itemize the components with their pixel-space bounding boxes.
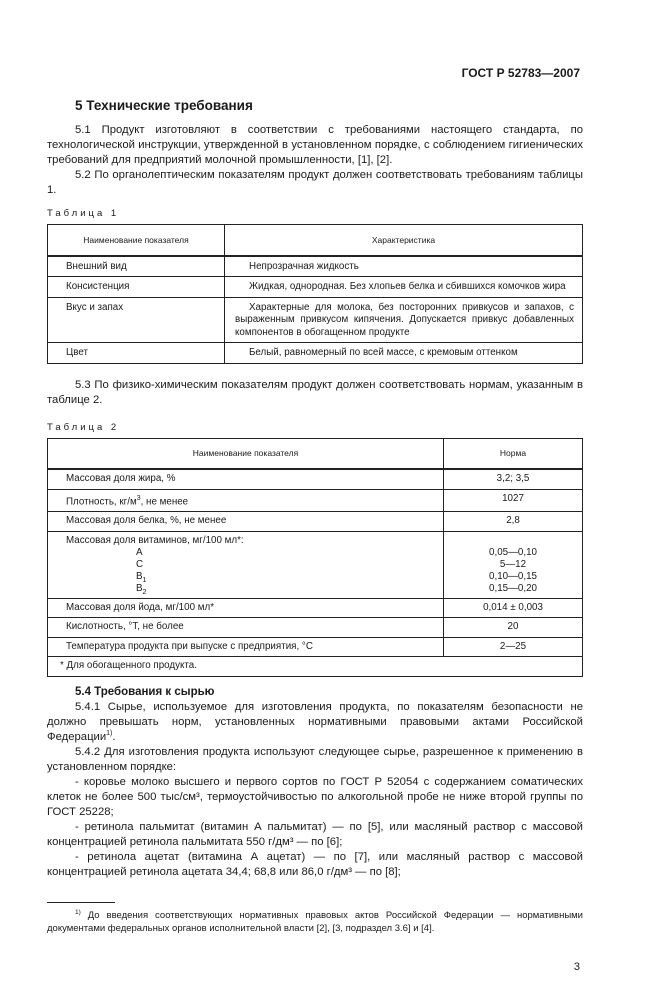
- text: 0,05—0,10: [489, 546, 537, 558]
- list-item: - коровье молоко высшего и первого сортов по ГОСТ Р 52054 с содержанием соматических клеток не более 500 тыс/см³, термоустойчивостью по алкогольной пробе не ниже второй группы по ГОСТ 25228;: [47, 775, 583, 818]
- page-column: [47, 0, 583, 994]
- table-footnote-row: [48, 657, 583, 677]
- superscript: 3: [136, 494, 141, 502]
- page-number: 3: [573, 960, 580, 973]
- table-header: Наименование показателя: [48, 225, 225, 256]
- table-row: [48, 512, 583, 532]
- footnote-ref: 1): [106, 730, 113, 737]
- footnote: [47, 909, 583, 935]
- vitamin-label: [66, 571, 443, 583]
- cell-value: 1027: [444, 489, 583, 512]
- list-item: - ретинола пальмитат (витамин А пальмитат) — по [5], или масляный раствор с массовой концентрацией ретинола пальмитата 550 г/дм³ — по [6];: [47, 820, 583, 848]
- text: B: [136, 570, 143, 582]
- vitamin-label: [66, 559, 443, 571]
- cell-name: Цвет: [48, 343, 225, 364]
- footnote-text: До введения соответствующих нормативных правовых актов Российской Федерации — нормативными документами федеральных органов исполнительной власти [2], [3, подраздел 3.6] и [4].: [47, 909, 583, 934]
- cell-name: Массовая доля жира, %: [48, 469, 444, 489]
- cell-name: Температура продукта при выпуске с предприятия, °С: [48, 637, 444, 657]
- cell-value: Жидкая, однородная. Без хлопьев белка и сбившихся комочков жира: [225, 277, 583, 298]
- cell-value: 2,8: [444, 512, 583, 532]
- cell-name: [48, 531, 444, 598]
- cell-value: 3,2; 3,5: [444, 469, 583, 489]
- paragraph-5-1: 5.1 Продукт изготовляют в соответствии с требованиями настоящего стандарта, по технологической инструкции, утвержденной в установленном порядке, с соблюдением гигиенических требований для предприятий молочной промышленности, [1], [2].: [47, 124, 583, 166]
- table-row: [48, 598, 583, 618]
- table2-caption: Таблица 2: [47, 421, 120, 433]
- table-row: [48, 637, 583, 657]
- table-header: Характеристика: [225, 225, 583, 256]
- footnote-divider: [47, 902, 115, 903]
- table-header: Наименование показателя: [48, 438, 444, 469]
- table-row: [48, 297, 583, 343]
- table-row: [48, 489, 583, 512]
- section-title: 5 Технические требования: [75, 98, 253, 113]
- text: 0,10—0,15: [489, 570, 537, 582]
- table-row: [48, 277, 583, 298]
- vitamin-label: [66, 547, 443, 559]
- table-1: [47, 224, 583, 364]
- vitamin-label: [66, 583, 443, 595]
- text: A: [136, 546, 143, 558]
- cell-name: Внешний вид: [48, 256, 225, 277]
- table-header: Норма: [444, 438, 583, 469]
- cell-name: [48, 489, 444, 512]
- subscript: 1: [142, 576, 147, 584]
- list-item: - ретинола ацетат (витамина А ацетат) — по [7], или масляный раствор с массовой концентрацией ретинола ацетата 34,4; 68,8 или 86,0 г/дм³ — по [8];: [47, 850, 583, 878]
- text: C: [136, 558, 144, 570]
- table-2: [47, 438, 583, 677]
- paragraph-5-2: 5.2 По органолептическим показателям продукт должен соответствовать требованиям таблицы 1.: [47, 169, 583, 196]
- paragraph-5-4-1: [47, 700, 583, 745]
- text: 5.4.1 Сырье, используемое для изготовления продукта, по показателям безопасности не должно превышать норм, установленных нормативными правовыми актами Российской Федерации: [47, 700, 583, 743]
- text: Массовая доля витаминов, мг/100 мл*:: [66, 534, 244, 546]
- cell-name: Массовая доля йода, мг/100 мл*: [48, 598, 444, 618]
- table-row: [48, 531, 583, 598]
- cell-value: [444, 531, 583, 598]
- cell-name: Вкус и запах: [48, 297, 225, 343]
- cell-name: Массовая доля белка, %, не менее: [48, 512, 444, 532]
- cell-value: Характерные для молока, без посторонних привкусов и запахов, с выраженным привкусом кипячения. Допускается привкус добавленных компонентов в обогащенном продукте: [225, 297, 583, 343]
- table-row: [48, 256, 583, 277]
- cell-name: Консистенция: [48, 277, 225, 298]
- text: 0,15—0,20: [489, 582, 537, 594]
- footnote-mark: 1): [75, 908, 81, 916]
- text: .: [112, 730, 116, 743]
- document-id: ГОСТ Р 52783—2007: [461, 66, 580, 80]
- subscript: 2: [142, 588, 147, 596]
- text: Плотность, кг/м: [66, 495, 137, 507]
- table-row: [48, 469, 583, 489]
- table-row: [48, 343, 583, 364]
- cell-value: 2—25: [444, 637, 583, 657]
- cell-name: Кислотность, °Т, не более: [48, 618, 444, 638]
- paragraph-5-4-2: 5.4.2 Для изготовления продукта используют следующее сырье, разрешенное к применению в установленном порядке:: [47, 745, 583, 773]
- cell-value: Непрозрачная жидкость: [225, 256, 583, 277]
- text: B: [136, 582, 143, 594]
- table-footnote: * Для обогащенного продукта.: [48, 657, 583, 677]
- text: 5—12: [499, 558, 527, 570]
- cell-value: 20: [444, 618, 583, 638]
- table1-caption: Таблица 1: [47, 208, 120, 219]
- paragraph-5-3: 5.3 По физико-химическим показателям продукт должен соответствовать нормам, указанным в таблице 2.: [47, 378, 583, 406]
- table-row: [48, 618, 583, 638]
- cell-value: Белый, равномерный по всей массе, с кремовым оттенком: [225, 343, 583, 364]
- cell-value: 0,014 ± 0,003: [444, 598, 583, 618]
- text: , не менее: [140, 495, 189, 507]
- subsection-title: 5.4 Требования к сырью: [75, 685, 215, 698]
